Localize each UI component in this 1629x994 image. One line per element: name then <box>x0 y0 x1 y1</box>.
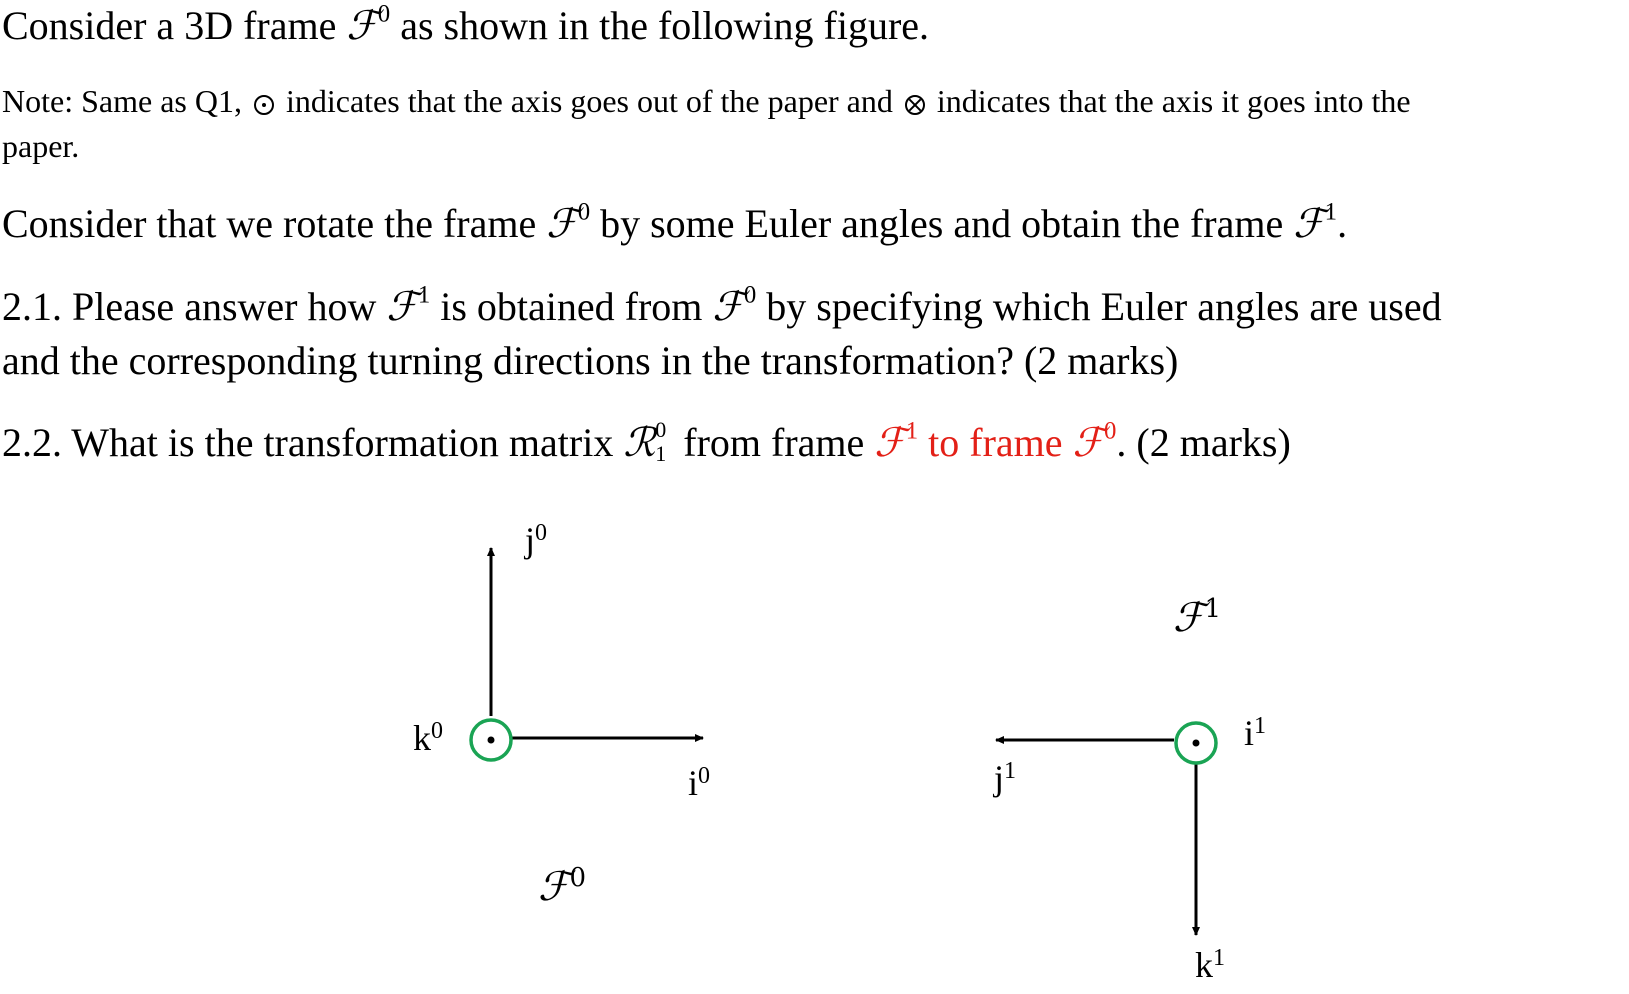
frame-superscript: 0 <box>1103 417 1117 445</box>
frame-superscript: 1 <box>417 281 431 309</box>
j1-label: $j^1$ <box>994 758 1017 798</box>
frame-superscript: 1 <box>905 417 919 445</box>
frame-0 <box>413 520 710 910</box>
highlighted-text: to frame <box>918 420 1073 465</box>
matrix-subscript: 1 <box>655 441 667 466</box>
k0-out-of-paper-icon <box>471 720 511 760</box>
i1-out-of-paper-icon <box>1176 723 1216 763</box>
i1-label: $i^1$ <box>1244 713 1267 753</box>
k1-label: $k^1$ <box>1195 945 1225 985</box>
note-text-mid: indicates that the axis goes out of the paper and <box>277 83 901 119</box>
frame-superscript: 0 <box>577 198 591 226</box>
question-text-end: . (2 marks) <box>1116 420 1291 465</box>
frame-symbol: ℱ <box>712 284 744 330</box>
matrix-letter: ℛ <box>623 420 656 466</box>
frame-1-name: ℱ$^1$ <box>1173 594 1221 641</box>
question-text-wrap: and the corresponding turning directions in the transformation? (2 marks) <box>2 338 1179 383</box>
rotation-text: Consider that we rotate the frame <box>2 201 547 246</box>
question-text-mid: from frame <box>673 420 875 465</box>
intro-text: Consider a 3D frame <box>2 3 347 48</box>
rotation-text-end: . <box>1337 201 1348 246</box>
j0-label: $j^0$ <box>525 520 548 560</box>
frame-1 <box>992 594 1266 985</box>
rotation-text-mid: by some Euler angles and obtain the frame <box>590 201 1294 246</box>
question-text: 2.1. Please answer how <box>2 284 387 329</box>
question-text-end: by specifying which Euler angles are used <box>756 284 1442 329</box>
frame-superscript: 0 <box>743 281 757 309</box>
frame-0-name: ℱ$^0$ <box>538 863 586 910</box>
question-text: 2.2. What is the transformation matrix <box>2 420 624 465</box>
note-text-end: indicates that the axis it goes into the <box>928 83 1411 119</box>
frame-symbol: ℱ <box>546 201 578 247</box>
i0-label: $i^0$ <box>688 763 711 803</box>
frame-superscript: 1 <box>1324 198 1338 226</box>
frame-symbol: ℱ <box>386 284 418 330</box>
k0-label: $k^0$ <box>413 718 443 758</box>
frame-symbol: ℱ <box>346 3 378 49</box>
question-text-mid: is obtained from <box>430 284 713 329</box>
matrix-superscript: 0 <box>655 417 667 442</box>
frame-superscript: 0 <box>377 0 391 28</box>
frame-symbol: ℱ <box>1293 201 1325 247</box>
intro-text-end: as shown in the following figure. <box>390 3 930 48</box>
note-text-wrap: paper. <box>2 128 80 164</box>
frame-symbol: ℱ <box>1072 420 1104 466</box>
note-text: Note: Same as Q1, <box>2 83 250 119</box>
frame-symbol: ℱ <box>874 420 906 466</box>
